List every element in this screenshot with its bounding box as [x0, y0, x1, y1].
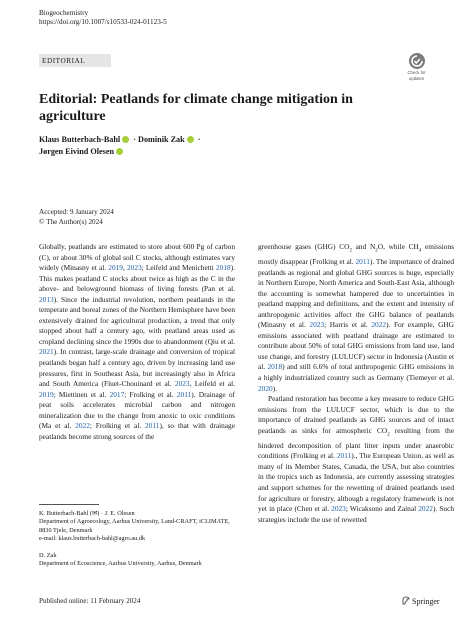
body-text: resulting from the hindered decomposition of plant litter inputs under anaerobic conditions (Frolking et al.: [258, 425, 454, 461]
body-text: ; Miettinen et al.: [53, 389, 110, 399]
check-updates-label-1: Check for: [407, 70, 426, 75]
citation-link[interactable]: 2021: [39, 347, 54, 357]
accepted-date: Accepted: 9 January 2024: [39, 208, 114, 216]
author-list: Klaus Butterbach-Bahl · Dominik Zak · Jørgen Eivind Olesen: [39, 135, 201, 156]
journal-name: Biogeochemistry: [39, 9, 89, 17]
published-date: Published online: 11 February 2024: [39, 597, 141, 605]
citation-link[interactable]: 2011: [176, 389, 192, 399]
citation-link[interactable]: 2019: [108, 263, 123, 273]
affiliation-address: Department of Agroecology, Aarhus University, Land-CRAFT, iCLIMATE, 8830 Tjele, Denmark: [39, 518, 230, 534]
body-text: ; Frolking et al.: [89, 421, 146, 431]
orcid-icon[interactable]: [122, 136, 129, 143]
body-text: ; Frolking et al.: [124, 389, 177, 399]
doi-link[interactable]: https://doi.org/10.1007/s10533-024-01123-5: [39, 18, 167, 26]
footnote-rule: [39, 504, 99, 505]
body-text: Peatland restoration has become a key measure to reduce GHG emissions from the LULUCF sector, which is due to the importance of drained peatlands as GHG sources and of intact peatlands as sinks for atmospheric CO: [258, 394, 454, 435]
check-updates-icon: [409, 53, 425, 69]
affiliation-authors: D. Zak: [39, 551, 57, 559]
citation-link[interactable]: 2023: [174, 379, 190, 389]
citation-link[interactable]: 2020: [258, 383, 273, 393]
body-text: ). Such strategies include the use of rewetted: [258, 504, 455, 524]
citation-link[interactable]: 2011: [145, 421, 160, 431]
citation-link[interactable]: 2023: [126, 263, 142, 273]
springer-horse-icon: [402, 596, 410, 605]
citation-link[interactable]: 2013: [39, 294, 54, 304]
affiliation-address: Department of Ecoscience, Aarhus University, Aarhus, Denmark: [39, 560, 202, 568]
author-name[interactable]: Klaus Butterbach-Bahl: [39, 135, 121, 144]
body-column-left: [39, 242, 235, 442]
body-text: ; Leifeld and Menichetti: [141, 263, 217, 273]
body-text: ). Drainage of peat soils accelerates microbial carbon and nitrogen mineralization due to the change from anoxic to oxic conditions (Ma et al.: [39, 389, 236, 431]
subscript: 4: [418, 248, 422, 254]
body-text: )., The European Union, as well as many of its Member States, Canada, the USA, but also countries in the tropics such as Indonesia, are currently assessing strategies and support schemes for the rewetting of drained peatlands used for agriculture or forestry, although a regulatory framework is not yet in place (Chen et al.: [258, 451, 454, 514]
body-text: greenhouse gases (GHG) CO: [258, 242, 350, 251]
author-name[interactable]: Jørgen Eivind Olesen: [39, 147, 115, 156]
body-text: Globally, peatlands are estimated to store about 600 Pg of carbon (C), or about 30% of global soil C stocks, although estimates vary widely (Minasny et al.: [39, 242, 235, 273]
body-text: , Leifeld et al.: [189, 379, 235, 389]
article-type-badge: EDITORIAL: [39, 54, 111, 67]
citation-link[interactable]: 2017: [109, 389, 125, 399]
body-paragraph: [39, 242, 235, 442]
body-text: ).: [272, 383, 277, 393]
body-text: O, while CH: [377, 242, 419, 251]
body-column-right: [258, 242, 454, 525]
citation-link[interactable]: 2022: [418, 504, 433, 514]
article-title: Editorial: Peatlands for climate change mitigation in agriculture: [39, 92, 353, 124]
body-text: ). In contrast, large-scale drainage and conversion of tropical peatlands began half a century ago, driven by increasing land use pressures, first in Southeast Asia, but increasingly also in Africa and South America (Fluet-Chouinard et al.: [39, 347, 235, 389]
citation-link[interactable]: 2023: [309, 320, 325, 330]
body-text: ). This makes peatland C stocks about twice as high as the C in the above- and belowground biomass of living forests (Pan et al.: [39, 263, 235, 294]
publisher-logo: [402, 596, 440, 607]
body-text: ). Since the industrial revolution, northern peatlands in the temperate and boreal zones of the Northern Hemisphere have been extensively drained for agricultural production, a trend that only stopped about half a century ago, with peatland areas used as cropland declining since the 1990s due to abandonment (Qiu et al.: [39, 294, 235, 346]
citation-link[interactable]: 2022: [371, 320, 387, 330]
affiliation-email[interactable]: e-mail: klaus.butterbach-bahl@agro.au.dk: [39, 535, 146, 543]
subscript: 2: [387, 432, 390, 438]
citation-link[interactable]: 2019: [39, 389, 54, 399]
body-text: ; Harris et al.: [324, 320, 372, 330]
copyright-notice: © The Author(s) 2024: [39, 217, 103, 226]
orcid-icon[interactable]: [116, 148, 123, 155]
citation-link[interactable]: 2023: [331, 504, 346, 514]
citation-link[interactable]: 2022: [75, 421, 90, 431]
body-text: ). The importance of drained peatlands as regional and global GHG sources is huge, especially in Northern Europe, North America and South-East Asia, although the accounting is somewhat hampered due to uncertainties in peatland mapping and definitions, and the extent and intensity of anthropogenic activities affect the GHG balance of peatlands (Minasny et al.: [258, 257, 455, 330]
affiliation-authors: K. Butterbach-Bahl (✉) · J. E. Olesen: [39, 510, 135, 517]
body-text: and N: [351, 242, 376, 251]
body-text: ,: [122, 263, 127, 273]
body-paragraph: [258, 242, 454, 394]
author-name[interactable]: Dominik Zak: [138, 135, 185, 144]
body-text: ). For example, GHG emissions associated with peatland drainage are estimated to contribute about 50% of total GHG emissions from land use, land use change, and forestry (LULUCF) sector in Indonesia (Austin et al.: [258, 320, 454, 372]
subscript: 2: [375, 248, 378, 254]
body-paragraph: [258, 394, 454, 525]
body-text: ) and still 6.6% of total anthropogenic GHG emissions in a highly industrialized country such as Germany (Tiemeyer et al.: [258, 362, 454, 383]
check-for-updates-button[interactable]: [403, 53, 430, 81]
body-text: emissions mostly disappear (Frolking et al.: [258, 242, 454, 267]
publisher-name: Springer: [412, 597, 440, 606]
citation-link[interactable]: 2018: [267, 362, 283, 372]
article-dates: [39, 208, 114, 227]
body-text: ), so that with drainage peatlands become strong sources of the: [39, 421, 235, 441]
citation-link[interactable]: 2011: [355, 257, 370, 267]
body-text: ; Wicaksono and Zainal: [345, 504, 419, 514]
orcid-icon[interactable]: [187, 136, 194, 143]
author-affiliations: [39, 510, 235, 568]
check-updates-label-2: updates: [409, 76, 424, 81]
subscript: 2: [349, 248, 352, 254]
citation-link[interactable]: 2011: [336, 451, 352, 461]
citation-link[interactable]: 2018: [216, 263, 231, 273]
